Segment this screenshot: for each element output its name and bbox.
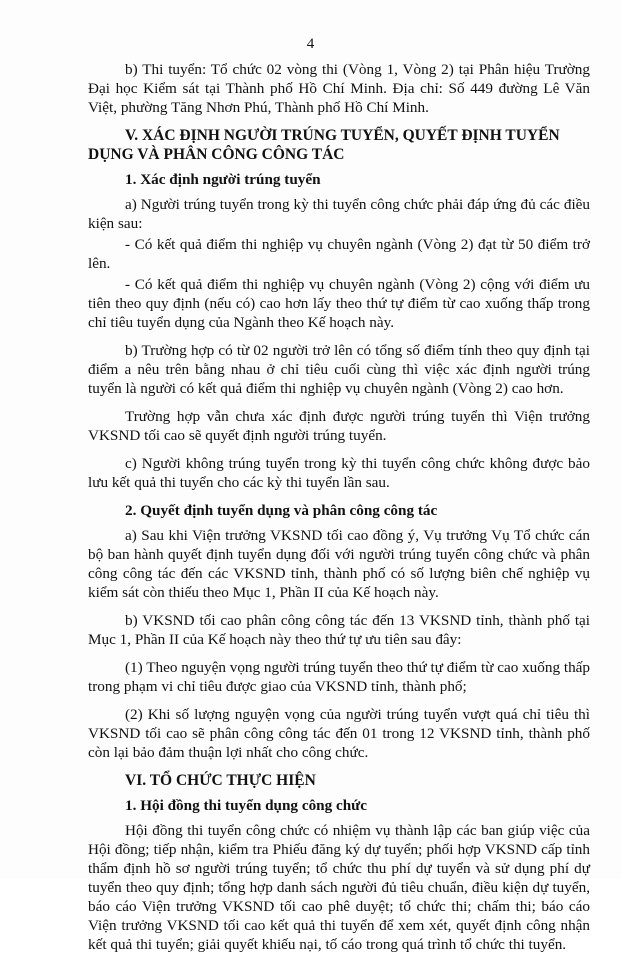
paragraph: a) Sau khi Viện trưởng VKSND tối cao đồng ý, Vụ trưởng Vụ Tổ chức cán bộ ban hành quyết định tuyển dụng đối với người trúng tuyển công chức và phân công công tác đến các VKSND tỉnh, thành phố có số lượng biên chế nghiệp vụ kiểm sát còn thiếu theo Mục 1, Phần II của Kế hoạch này. [88,527,590,601]
paragraph: (1) Theo nguyện vọng người trúng tuyển theo thứ tự điểm từ cao xuống thấp trong phạm vi chỉ tiêu được giao của VKSND tỉnh, thành phố; [88,659,591,695]
paragraph: b) Trường hợp có từ 02 người trở lên có tổng số điểm tính theo quy định tại điểm a nêu trên bằng nhau ở chỉ tiêu cuối cùng thì việc xác định người trúng tuyển là người có kết quả điểm thi nghiệp vụ chuyên ngành (Vòng 2) cao hơn. [88,342,590,397]
subsection-heading: 1. Xác định người trúng tuyển [125,171,321,188]
page-number: 4 [306,36,315,52]
section-heading: V. XÁC ĐỊNH NGƯỜI TRÚNG TUYỂN, QUYẾT ĐỊNH TUYỂN DỤNG VÀ PHÂN CÔNG CÔNG TÁC [88,127,560,163]
subsection-heading: 2. Quyết định tuyển dụng và phân công công tác [125,502,438,519]
paragraph: (2) Khi số lượng nguyện vọng của người trúng tuyển vượt quá chỉ tiêu thì VKSND tối cao sẽ phân công công tác đến 01 trong 12 VKSND tỉnh, thành phố còn lại bảo đảm thuận lợi nhất cho công chức. [88,706,590,761]
paragraph: - Có kết quả điểm thi nghiệp vụ chuyên ngành (Vòng 2) cộng với điểm ưu tiên theo quy định (nếu có) cao hơn lấy theo thứ tự điểm từ cao xuống thấp trong chỉ tiêu tuyển dụng của Ngành theo Kế hoạch này. [88,276,590,331]
paragraph: Hội đồng thi tuyển công chức có nhiệm vụ thành lập các ban giúp việc của Hội đồng; tiếp nhận, kiểm tra Phiếu đăng ký dự tuyển; phối hợp VKSND cấp tỉnh thẩm định hồ sơ người trúng tuyển; tổ chức thu phí dự tuyển và sử dụng phí dự tuyển theo quy định; tổng hợp danh sách người đủ tiêu chuẩn, điều kiện dự tuyển, báo cáo Viện trưởng VKSND tối cao phê duyệt; tổ chức thi; chấm thi; báo cáo Viện trưởng VKSND tối cao kết quả thi tuyển để xem xét, quyết định công nhận kết quả thi tuyển; giải quyết khiếu nại, tố cáo trong quá trình tổ chức thi tuyển. [88,822,590,953]
paragraph: b) VKSND tối cao phân công công tác đến 13 VKSND tỉnh, thành phố tại Mục 1, Phần II của Kế hoạch này theo thứ tự ưu tiên sau đây: [88,612,590,648]
paragraph: b) Thi tuyển: Tổ chức 02 vòng thi (Vòng 1, Vòng 2) tại Phân hiệu Trường Đại học Kiểm sát tại Thành phố Hồ Chí Minh. Địa chỉ: Số 449 đường Lê Văn Việt, phường Tăng Nhơn Phú, Thành phố Hồ Chí Minh. [88,61,590,116]
paragraph: c) Người không trúng tuyển trong kỳ thi tuyển công chức không được bảo lưu kết quả thi tuyển cho các kỳ thi tuyển lần sau. [88,455,590,491]
paragraph: a) Người trúng tuyển trong kỳ thi tuyển công chức phải đáp ứng đủ các điều kiện sau: [88,196,590,232]
subsection-heading: 1. Hội đồng thi tuyển dụng công chức [125,797,368,814]
document-body [88,60,590,963]
paragraph: - Có kết quả điểm thi nghiệp vụ chuyên ngành (Vòng 2) đạt từ 50 điểm trở lên. [88,236,590,272]
section-heading: VI. TỔ CHỨC THỰC HIỆN [125,772,316,789]
paragraph: Trường hợp vẫn chưa xác định được người trúng tuyển thì Viện trưởng VKSND tối cao sẽ quyết định người trúng tuyển. [88,408,590,444]
